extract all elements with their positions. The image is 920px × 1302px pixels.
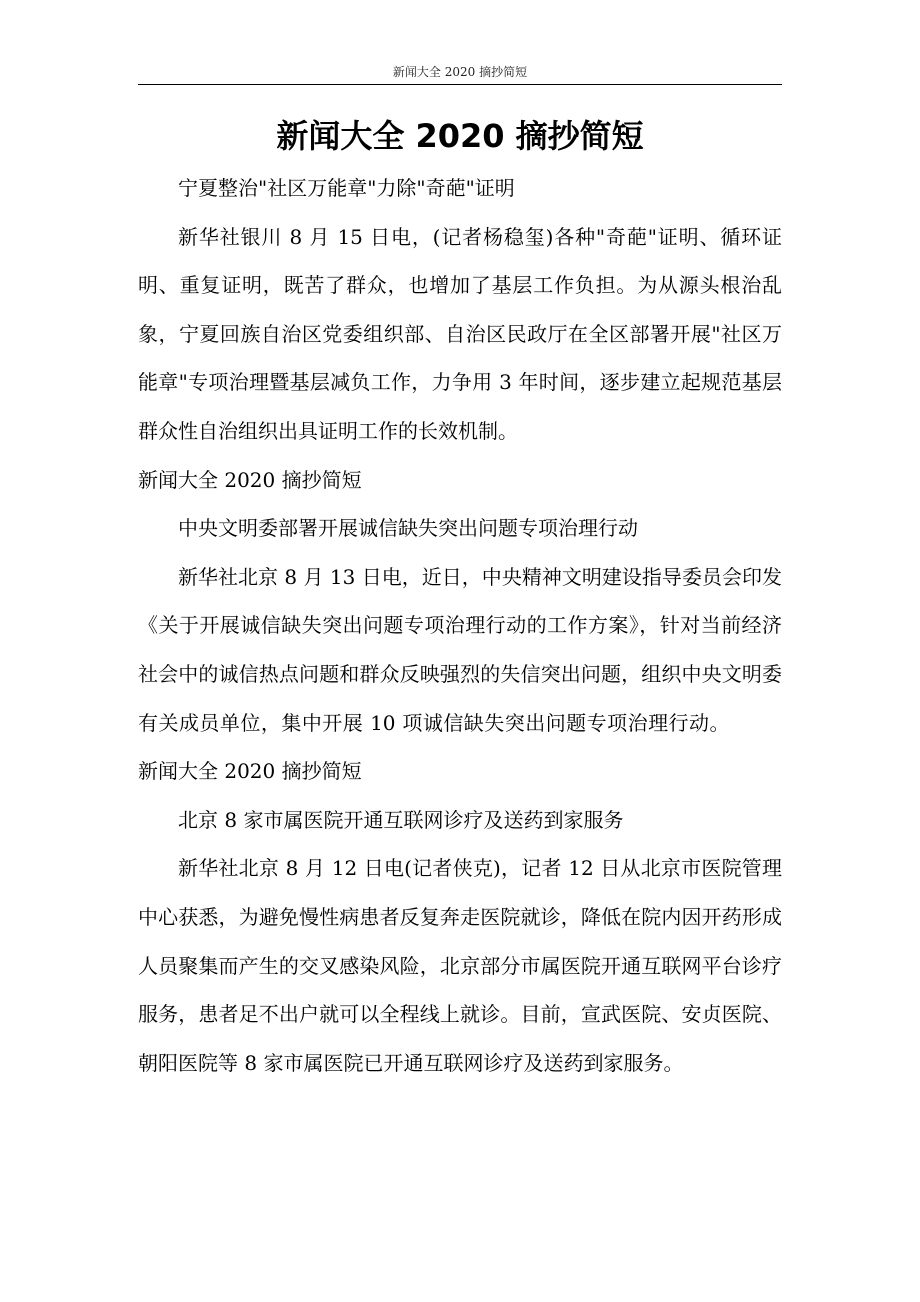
news-paragraph-1: 新华社银川 8 月 15 日电，(记者杨稳玺)各种"奇葩"证明、循环证明、重复证明，既苦了群众，也增加了基层工作负担。为从源头根治乱象，宁夏回族自治区党委组织部、自治区民政厅在全区部署开展"社区万能章"专项治理暨基层减负工作，力争用 3 年时间，逐步建立起规范基层群众性自治组织出具证明工作的长效机制。 xyxy=(138,224,782,443)
section-repeat-title-1: 新闻大全 2020 摘抄简短 xyxy=(138,467,362,492)
running-header: 新闻大全 2020 摘抄简短 xyxy=(392,65,528,79)
document-title: 新闻大全 2020 摘抄简短 xyxy=(276,117,644,155)
news-headline-3: 北京 8 家市属医院开通互联网诊疗及送药到家服务 xyxy=(178,807,624,832)
header-rule xyxy=(138,84,782,85)
news-headline-2: 中央文明委部署开展诚信缺失突出问题专项治理行动 xyxy=(178,516,638,541)
section-repeat-title-2: 新闻大全 2020 摘抄简短 xyxy=(138,759,362,784)
news-paragraph-3: 新华社北京 8 月 12 日电(记者侠克)，记者 12 日从北京市医院管理中心获悉，为避免慢性病患者反复奔走医院就诊，降低在院内因开药形成人员聚集而产生的交叉感染风险，北京部分市属医院开通互联网平台诊疗服务，患者足不出户就可以全程线上就诊。目前，宣武医院、安贞医院、朝阳医院等 8 家市属医院已开通互联网诊疗及送药到家服务。 xyxy=(138,856,782,1075)
news-paragraph-2-text: 新华社北京 8 月 13 日电，近日，中央精神文明建设指导委员会印发《关于开展诚信缺失突出问题专项治理行动的工作方案》，针对当前经济社会中的诚信热点问题和群众反映强烈的失信突出问题，组织中央文明委有关成员单位，集中开展 10 项诚信缺失突出问题专项治理行动。 xyxy=(138,564,782,735)
news-paragraph-2 xyxy=(138,553,782,796)
document-body xyxy=(138,164,782,1087)
news-headline-1: 宁夏整治"社区万能章"力除"奇葩"证明 xyxy=(178,176,515,200)
